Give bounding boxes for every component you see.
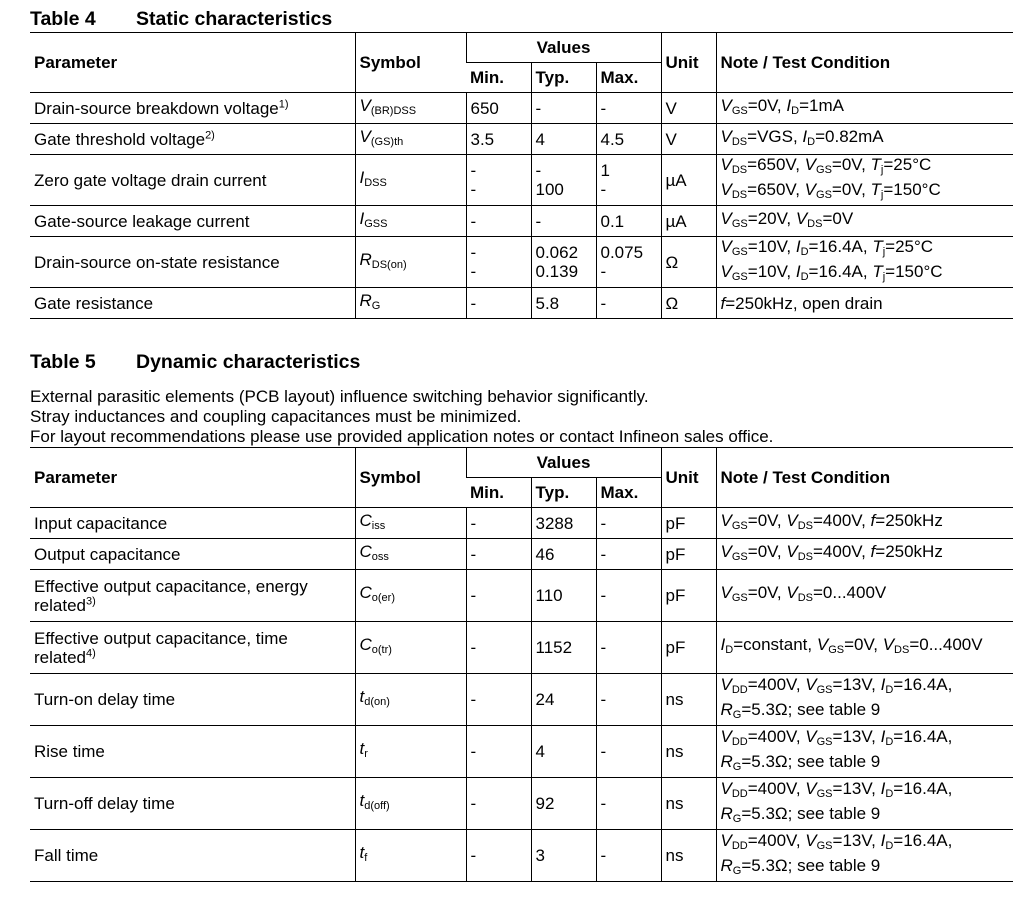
max-cell [596,124,661,155]
max-cell-line: - [600,293,607,313]
datasheet-page [30,6,1013,882]
typ-cell-line: 0.139 [535,262,579,281]
col-header-unit: Unit [661,448,716,508]
min-cell [466,237,531,288]
col-header-typ: Typ. [531,63,596,93]
condition-cell [716,674,1013,726]
symbol-main: V [359,126,371,146]
max-cell-line: 1 [600,161,610,180]
symbol-cell [355,155,466,206]
parameter-text: Drain-source on-state resistance [34,252,280,272]
condition-cell [716,622,1013,674]
col-header-parameter: Parameter [30,448,355,508]
symbol-subscript: DS(on) [371,258,407,271]
symbol-subscript: r [364,748,368,760]
min-cell-line: - [470,161,477,180]
col-header-note: Note / Test Condition [716,33,1013,93]
condition-line: $V_{GS}=0V$, $V_{DS}=400V$, f=250kHz [720,541,943,563]
table-row [30,155,1013,206]
typ-cell-line: - [535,98,542,118]
parameter-text: Output capacitance [34,544,181,564]
dynamic-characteristics-table [30,447,1013,882]
table4-caption [30,6,1013,32]
symbol-subscript: o(er) [371,592,396,604]
min-cell: - [466,508,531,539]
symbol-cell [355,622,466,674]
unit-cell: V [661,93,716,124]
condition-line: $R_G=5.3\Omega$; see table 9 [720,855,881,877]
min-cell-line: - [470,293,477,313]
max-cell: - [596,622,661,674]
table-row [30,570,1013,622]
symbol-main: I [359,167,365,187]
symbol-subscript: oss [371,550,389,563]
min-cell: - [466,674,531,726]
typ-cell [531,93,596,124]
typ-cell-line: 4 [535,129,545,149]
symbol-subscript: (GS)th [370,135,404,148]
symbol-cell [355,539,466,570]
min-cell: - [466,726,531,778]
condition-line: $V_{GS}=0V$, $V_{DS}=0...400V$ [720,583,887,604]
typ-cell-line: - [535,161,542,180]
typ-cell-line: 100 [535,180,564,199]
condition-line: $V_{DD}=400V$, $V_{GS}=13V$, $I_D=16.4A$, [720,830,953,852]
max-cell [596,155,661,206]
max-cell: - [596,570,661,622]
parameter-text: Fall time [34,846,99,865]
max-cell: - [596,539,661,570]
static-characteristics-table [30,32,1013,319]
table-row [30,778,1013,830]
footnote-ref: 1) [278,97,289,110]
symbol-main: R [359,290,372,310]
typ-cell: 3 [531,830,596,882]
max-cell: - [596,830,661,882]
parameter-cell [30,674,355,726]
condition-cell [716,726,1013,778]
parameter-cell [30,206,355,237]
typ-cell [531,206,596,237]
parameter-cell [30,237,355,288]
symbol-cell [355,570,466,622]
unit-cell: ns [661,778,716,830]
condition-line: $V_{DD}=400V$, $V_{GS}=13V$, $I_D=16.4A$, [720,778,953,800]
parameter-text: Gate resistance [34,293,154,313]
condition-cell [716,570,1013,622]
table4-number: Table 4 [30,8,96,30]
max-cell: - [596,778,661,830]
max-cell-line: 0.1 [600,211,625,231]
footnote-ref: 3) [85,594,96,607]
max-cell [596,93,661,124]
parameter-last-line [34,648,351,667]
table-row [30,124,1013,155]
condition-cell [716,508,1013,539]
condition-line: $R_G=5.3\Omega$; see table 9 [720,751,881,773]
parameter-cell [30,539,355,570]
parameter-text: related [34,647,86,667]
min-cell: - [466,539,531,570]
parameter-text: related [34,595,86,615]
max-cell [596,237,661,288]
min-cell [466,288,531,319]
min-cell [466,124,531,155]
symbol-cell [355,674,466,726]
typ-cell: 24 [531,674,596,726]
min-cell-line: - [470,211,477,231]
typ-cell: 3288 [531,508,596,539]
table-row [30,674,1013,726]
table5-note-2: Stray inductances and coupling capacitances must be minimized. [30,407,522,426]
parameter-cell [30,570,355,622]
table5-number: Table 5 [30,351,96,373]
min-cell: - [466,622,531,674]
table-row [30,539,1013,570]
symbol-cell [355,237,466,288]
table4-title: Static characteristics [136,8,333,30]
col-header-max: Max. [596,63,661,93]
footnote-ref: 4) [85,646,96,659]
parameter-cell [30,508,355,539]
condition-line: f=250kHz, open drain [720,293,883,313]
min-cell [466,155,531,206]
table-row [30,622,1013,674]
table5-caption [30,349,1013,375]
typ-cell: 1152 [531,622,596,674]
parameter-cell [30,124,355,155]
symbol-cell [355,206,466,237]
unit-cell: pF [661,539,716,570]
symbol-subscript: d(off) [364,800,390,812]
table-row [30,288,1013,319]
symbol-main: t [359,843,365,862]
max-cell: - [596,726,661,778]
col-header-min: Min. [466,478,531,508]
parameter-text: Gate-source leakage current [34,211,250,231]
parameter-text: Effective output capacitance, energy [34,576,308,596]
table5-note-3: For layout recommendations please use provided application notes or contact Infineon sales office. [30,427,774,446]
symbol-cell [355,288,466,319]
parameter-text: Input capacitance [34,513,168,533]
table-row [30,237,1013,288]
col-header-max: Max. [596,478,661,508]
parameter-text: Rise time [34,742,105,761]
max-cell-line: - [600,262,607,281]
min-cell [466,93,531,124]
max-cell [596,288,661,319]
condition-line: $V_{GS}=0V$, $V_{DS}=400V$, f=250kHz [720,510,943,532]
symbol-main: V [359,95,371,115]
symbol-subscript: d(on) [364,696,390,708]
typ-cell-line: 5.8 [535,293,560,313]
parameter-cell [30,726,355,778]
min-cell-line: - [470,262,477,281]
parameter-text: Zero gate voltage drain current [34,170,267,190]
parameter-cell [30,288,355,319]
max-cell: - [596,674,661,726]
symbol-main: C [359,635,372,654]
symbol-main: C [359,510,372,530]
max-cell-line: 0.075 [600,243,644,262]
table-row [30,93,1013,124]
typ-cell [531,288,596,319]
condition-cell [716,288,1013,319]
symbol-cell [355,778,466,830]
min-cell-line: 3.5 [470,129,495,149]
symbol-main: C [359,541,372,561]
max-cell-line: - [600,180,607,199]
parameter-last-line [34,596,351,615]
condition-line: $V_{GS}=10V$, $I_D=16.4A$, $T_j=150^\circ C$ [720,262,943,283]
condition-cell [716,830,1013,882]
symbol-main: C [359,583,372,602]
parameter-text: Gate threshold voltage [34,129,206,149]
dynamic-table-body [30,508,1013,882]
col-header-parameter: Parameter [30,33,355,93]
table-row [30,206,1013,237]
table-row [30,508,1013,539]
symbol-cell [355,124,466,155]
parameter-text: Turn-off delay time [34,794,175,813]
unit-cell: Ω [661,237,716,288]
max-cell [596,206,661,237]
condition-cell [716,237,1013,288]
col-header-typ: Typ. [531,478,596,508]
typ-cell-line: 0.062 [535,243,579,262]
symbol-subscript: iss [371,519,386,532]
typ-cell-line: - [535,211,542,231]
condition-cell [716,155,1013,206]
symbol-main: t [359,687,365,706]
symbol-cell [355,726,466,778]
condition-cell [716,124,1013,155]
condition-line: $V_{DD}=400V$, $V_{GS}=13V$, $I_D=16.4A$, [720,726,953,748]
table-row [30,726,1013,778]
parameter-cell [30,155,355,206]
max-cell-line: - [600,98,607,118]
min-cell: - [466,570,531,622]
unit-cell: Ω [661,288,716,319]
condition-line: $V_{DS}=650V$, $V_{GS}=0V$, $T_j=150^\circ C$ [720,180,941,201]
parameter-cell [30,622,355,674]
min-cell [466,206,531,237]
min-cell-line: - [470,180,477,199]
typ-cell: 110 [531,570,596,622]
parameter-cell [30,830,355,882]
unit-cell: µA [661,206,716,237]
parameter-text: Drain-source breakdown voltage [34,98,279,118]
min-cell: - [466,778,531,830]
unit-cell: ns [661,674,716,726]
typ-cell: 4 [531,726,596,778]
condition-cell [716,93,1013,124]
max-cell-line: 4.5 [600,129,625,149]
condition-line: $V_{DS}=650V$, $V_{GS}=0V$, $T_j=25^\circ C$ [720,155,932,176]
col-header-values: Values [466,448,661,478]
symbol-main: R [359,249,372,269]
table-row [30,830,1013,882]
min-cell: - [466,830,531,882]
typ-cell: 46 [531,539,596,570]
condition-cell [716,206,1013,237]
parameter-text: Effective output capacitance, time [34,628,288,648]
col-header-symbol: Symbol [355,33,466,93]
symbol-subscript: o(tr) [371,644,392,656]
min-cell-line: 650 [470,98,499,118]
col-header-note: Note / Test Condition [716,448,1013,508]
unit-cell: pF [661,570,716,622]
parameter-cell [30,93,355,124]
unit-cell: µA [661,155,716,206]
typ-cell [531,237,596,288]
symbol-subscript: f [364,852,368,864]
condition-line: $V_{GS}=10V$, $I_D=16.4A$, $T_j=25^\circ C$ [720,237,934,258]
condition-line: $V_{GS}=0V$, $I_D=1mA$ [720,95,844,117]
col-header-min: Min. [466,63,531,93]
symbol-cell [355,93,466,124]
max-cell: - [596,508,661,539]
static-table-body [30,93,1013,319]
typ-cell: 92 [531,778,596,830]
footnote-ref: 2) [205,128,215,141]
symbol-subscript: DSS [364,176,387,189]
typ-cell [531,155,596,206]
table5-note-1: External parasitic elements (PCB layout) influence switching behavior significantly. [30,387,649,406]
symbol-cell [355,508,466,539]
typ-cell [531,124,596,155]
condition-cell [716,539,1013,570]
condition-line: $V_{GS}=20V$, $V_{DS}=0V$ [720,208,854,230]
table5-title: Dynamic characteristics [136,351,361,373]
symbol-main: t [359,791,365,810]
condition-line: $R_G=5.3\Omega$; see table 9 [720,803,881,825]
condition-line: $V_{DS}=VGS$, $I_D=0.82mA$ [720,126,884,148]
symbol-subscript: GSS [364,217,388,230]
parameter-cell [30,778,355,830]
condition-cell [716,778,1013,830]
condition-line: $V_{DD}=400V$, $V_{GS}=13V$, $I_D=16.4A$, [720,674,953,696]
symbol-main: t [359,739,365,758]
parameter-text: Turn-on delay time [34,690,176,709]
unit-cell: V [661,124,716,155]
condition-line: $R_G=5.3\Omega$; see table 9 [720,699,881,721]
unit-cell: ns [661,830,716,882]
col-header-unit: Unit [661,33,716,93]
unit-cell: pF [661,622,716,674]
col-header-values: Values [466,33,661,63]
symbol-subscript: G [371,299,381,312]
symbol-main: I [359,208,365,228]
unit-cell: ns [661,726,716,778]
min-cell-line: - [470,243,477,262]
condition-line: $I_D=constant$, $V_{GS}=0V$, $V_{DS}=0...400V$ [720,635,983,656]
symbol-cell [355,830,466,882]
symbol-subscript: (BR)DSS [370,104,417,117]
col-header-symbol: Symbol [355,448,466,508]
unit-cell: pF [661,508,716,539]
